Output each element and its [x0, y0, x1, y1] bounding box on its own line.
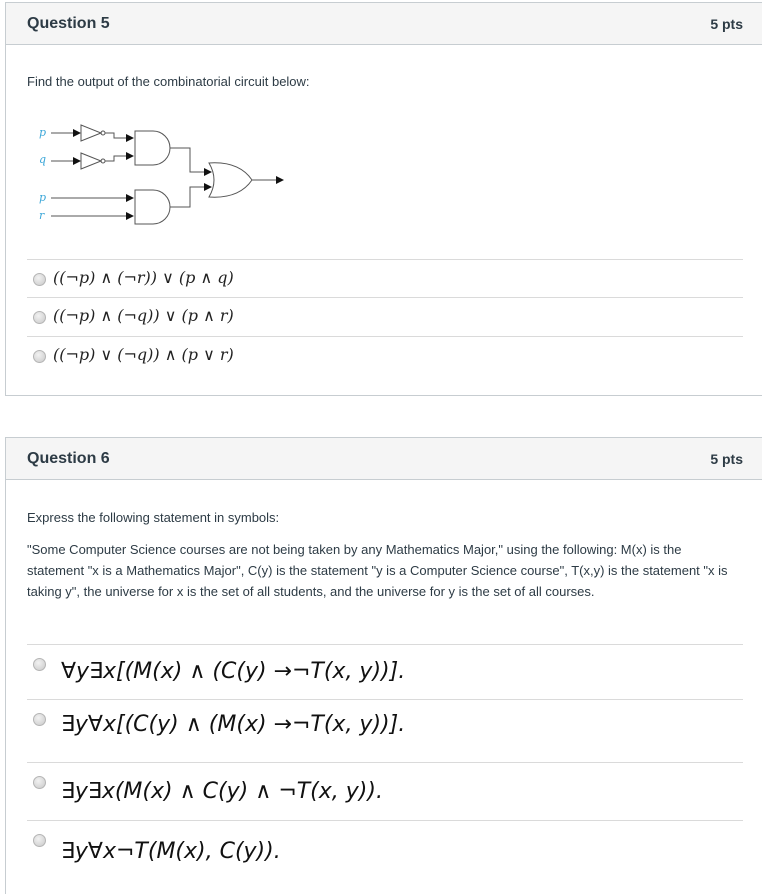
question-title: Question 5 — [27, 15, 110, 32]
option-label: ∃y∀x[(C(y) ∧ (M(x) →¬T(x, y))]. — [61, 712, 406, 737]
radio-button[interactable] — [33, 658, 46, 671]
option-label: ∀y∃x[(M(x) ∧ (C(y) →¬T(x, y))]. — [61, 659, 406, 684]
option-label: ∃y∀x¬T(M(x), C(y)). — [61, 839, 281, 864]
answer-option[interactable] — [27, 259, 743, 298]
radio-button[interactable] — [33, 776, 46, 789]
option-label: ∃y∃x(M(x) ∧ C(y) ∧ ¬T(x, y)). — [61, 779, 383, 804]
logic-circuit-diagram — [6, 3, 306, 233]
question-prompt: Express the following statement in symbols: — [27, 510, 280, 525]
question-6-header — [6, 438, 762, 480]
radio-button[interactable] — [33, 311, 46, 324]
question-points: 5 pts — [710, 451, 743, 467]
question-5 — [5, 2, 762, 396]
circuit-label-r: r — [39, 209, 45, 222]
radio-button[interactable] — [33, 834, 46, 847]
circuit-label-p: p — [39, 126, 47, 139]
answer-option[interactable] — [27, 336, 743, 375]
question-prompt: Find the output of the combinatorial circuit below: — [27, 74, 310, 89]
answer-option[interactable] — [27, 699, 743, 763]
question-points: 5 pts — [710, 16, 743, 32]
answer-option[interactable] — [27, 297, 743, 336]
answer-option[interactable] — [27, 820, 743, 881]
answer-option[interactable] — [27, 762, 743, 821]
option-label: ((¬p) ∧ (¬r)) ∨ (p ∧ q) — [53, 268, 234, 287]
circuit-label-q: q — [39, 153, 47, 166]
option-label: ((¬p) ∨ (¬q)) ∧ (p ∨ r) — [53, 345, 234, 364]
radio-button[interactable] — [33, 713, 46, 726]
question-statement: "Some Computer Science courses are not being taken by any Mathematics Major," using the following: M(x) is the statement "x is a Mathematics Major", C(y) is the statement "y is a Computer Science course", T(x,y) is the statement "x is taking y", the universe for x is the set of all students, and the universe for y is the set of all courses. — [27, 542, 728, 599]
option-label: ((¬p) ∧ (¬q)) ∨ (p ∧ r) — [53, 306, 234, 325]
question-title: Question 6 — [27, 450, 110, 467]
circuit-label-p2: p — [39, 191, 47, 204]
radio-button[interactable] — [33, 273, 46, 286]
radio-button[interactable] — [33, 350, 46, 363]
answer-option[interactable] — [27, 644, 743, 700]
question-6 — [5, 437, 762, 894]
